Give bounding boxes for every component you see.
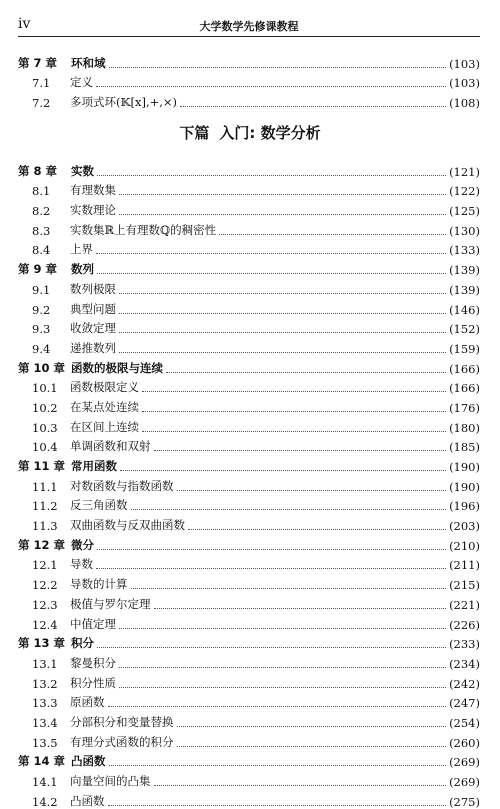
entry-title: 中值定理 [70,616,116,631]
dot-leader [142,411,446,412]
entry-title: 凸函数 [71,754,106,769]
toc-section-entry[interactable] [18,691,480,711]
dot-leader [97,273,446,274]
entry-number: 14.1 [32,775,58,789]
entry-title: 实数 [71,163,94,178]
dot-leader [97,647,446,648]
entry-title: 对数函数与指数函数 [70,478,174,493]
entry-title: 凸函数 [70,793,105,808]
dot-leader [119,667,446,668]
toc-section-entry[interactable] [18,238,480,258]
dot-leader [180,106,446,107]
dot-leader [177,490,447,491]
entry-title: 极值与罗尔定理 [70,596,151,611]
entry-title: 函数极限定义 [70,380,139,395]
dot-leader [119,293,446,294]
entry-page-number: (130) [449,223,480,238]
toc-section-entry[interactable] [18,71,480,91]
entry-title: 收敛定理 [70,321,116,336]
entry-page-number: (234) [449,656,480,671]
dot-leader [97,175,446,176]
entry-page-number: (103) [449,56,480,71]
entry-number: 13.5 [32,735,58,750]
entry-number: 9.4 [32,341,51,356]
entry-page-number: (269) [449,755,480,770]
entry-title: 导数 [70,557,93,572]
dot-leader [109,765,447,766]
entry-number: 8.1 [32,184,51,199]
dot-leader [119,194,446,195]
entry-title: 实数理论 [70,203,116,218]
entry-number: 8.4 [32,243,51,258]
dot-leader [96,253,446,254]
entry-page-number: (125) [449,204,480,219]
entry-title: 数列 [71,262,94,277]
entry-title: 函数的极限与连续 [71,360,163,375]
entry-title: 向量空间的凸集 [70,774,151,788]
entry-number: 10.1 [32,381,58,396]
entry-page-number: (180) [449,420,480,435]
entry-number: 第 9 章 [18,262,58,277]
dot-leader [142,391,446,392]
entry-number: 10.2 [32,400,58,415]
toc-section-entry[interactable] [18,494,480,514]
dot-leader [96,86,446,87]
toc-section-entry[interactable] [18,592,480,612]
dot-leader [108,805,447,806]
toc-section-entry[interactable] [18,277,480,297]
toc-part-2 [18,159,480,809]
entry-page-number: (103) [449,76,480,91]
entry-page-number: (242) [449,676,480,691]
dot-leader [188,529,446,530]
toc-section-entry[interactable] [18,376,480,396]
entry-number: 12.1 [32,558,58,573]
entry-title: 黎曼积分 [70,655,116,670]
dot-leader [131,588,447,589]
entry-number: 第 12 章 [18,537,66,552]
dot-leader [97,549,446,550]
entry-title: 在区间上连续 [70,419,139,434]
toc-chapter-entry[interactable] [18,632,480,652]
entry-number: 7.2 [32,96,51,111]
entry-title: 分部积分和变量替换 [70,714,174,729]
entry-page-number: (185) [449,440,480,455]
entry-title: 积分 [71,636,94,651]
entry-number: 13.2 [32,676,58,691]
entry-page-number: (210) [449,538,480,553]
dot-leader [154,785,447,786]
dot-leader [108,706,447,707]
dot-leader [119,332,446,333]
entry-page-number: (190) [449,460,480,474]
entry-number: 13.1 [32,656,58,671]
entry-page-number: (122) [449,184,480,199]
entry-page-number: (203) [449,519,480,534]
entry-title: 实数集ℝ上有理数ℚ的稠密性 [70,222,217,237]
toc-section-entry[interactable] [18,553,480,573]
entry-page-number: (260) [449,735,480,750]
entry-page-number: (233) [449,637,480,652]
entry-number: 14.2 [32,794,58,809]
entry-number: 7.1 [32,76,51,91]
dot-leader [154,450,447,451]
entry-number: 9.3 [32,322,51,337]
entry-page-number: (146) [449,302,480,317]
entry-title: 有理数集 [70,183,116,198]
toc-section-entry[interactable] [18,474,480,494]
dot-leader [142,431,446,432]
entry-page-number: (166) [449,381,480,396]
toc-section-entry[interactable] [18,651,480,671]
toc-section-entry[interactable] [18,90,480,110]
entry-number: 12.4 [32,617,58,632]
entry-number: 第 11 章 [18,459,66,473]
entry-title: 微分 [71,537,94,552]
entry-page-number: (133) [449,243,480,258]
entry-page-number: (226) [449,617,480,632]
entry-title: 原函数 [70,695,105,710]
toc-chapter-entry[interactable] [18,356,480,376]
entry-number: 12.2 [32,578,58,593]
toc-chapter-entry[interactable] [18,750,480,770]
entry-page-number: (211) [449,558,480,573]
dot-leader [119,687,446,688]
toc-section-entry[interactable] [18,769,480,789]
toc-section-entry[interactable] [18,671,480,691]
entry-page-number: (139) [449,263,480,278]
dot-leader [119,352,446,353]
entry-number: 8.3 [32,223,51,238]
entry-number: 12.3 [32,597,58,612]
toc-section-entry[interactable] [18,218,480,238]
toc-section-entry[interactable] [18,789,480,809]
entry-page-number: (176) [449,400,480,415]
part-label: 下篇 [179,124,210,142]
dot-leader [177,746,447,747]
entry-page-number: (159) [449,341,480,356]
toc-chapter-entry[interactable] [18,257,480,277]
entry-number: 10.4 [32,440,58,455]
entry-number: 9.1 [32,282,51,297]
entry-page-number: (196) [449,499,480,514]
running-header [18,14,480,37]
entry-number: 13.4 [32,715,58,730]
dot-leader [166,372,446,373]
dot-leader [219,234,446,235]
toc-section-entry[interactable] [18,612,480,632]
entry-title: 数列极限 [70,281,116,296]
entry-page-number: (121) [449,164,480,179]
entry-title: 多项式环(𝕂[x],+,×) [70,95,178,110]
entry-title: 递推数列 [70,340,116,355]
entry-title: 在某点处连续 [70,399,139,414]
entry-number: 11.3 [32,519,58,534]
entry-page-number: (215) [449,578,480,593]
dot-leader [109,67,447,68]
dot-leader [154,608,447,609]
dot-leader [119,628,446,629]
page-number: iv [18,16,31,32]
entry-number: 第 7 章 [18,55,58,70]
entry-number: 10.3 [32,420,58,435]
toc-section-entry[interactable] [18,179,480,199]
entry-number: 13.3 [32,696,58,711]
toc-chapter-entry[interactable] [18,533,480,553]
toc-chapter-entry[interactable] [18,51,480,71]
entry-number: 8.2 [32,204,51,219]
entry-page-number: (108) [449,96,480,111]
dot-leader [131,509,447,510]
toc-section-entry[interactable] [18,415,480,435]
entry-page-number: (139) [449,282,480,297]
entry-number: 第 13 章 [18,636,66,651]
entry-page-number: (254) [449,715,480,730]
entry-number: 第 8 章 [18,163,58,178]
entry-title: 典型问题 [70,301,116,316]
part-heading [0,122,500,143]
toc-section-entry[interactable] [18,297,480,317]
entry-page-number: (221) [449,597,480,612]
entry-number: 第 14 章 [18,754,66,769]
toc-section-entry[interactable] [18,435,480,455]
dot-leader [119,313,446,314]
entry-number: 11.2 [32,499,58,514]
entry-title: 双曲函数与反双曲函数 [70,518,185,533]
entry-page-number: (269) [449,775,480,789]
entry-page-number: (247) [449,696,480,711]
entry-number: 9.2 [32,302,51,317]
entry-title: 单调函数和双射 [70,439,151,454]
dot-leader [120,470,446,471]
entry-page-number: (166) [449,361,480,376]
toc-part-1 [18,51,480,110]
part-title: 入门: 数学分析 [219,124,321,142]
entry-page-number: (275) [449,794,480,809]
entry-title: 导数的计算 [70,577,128,592]
entry-title: 定义 [70,75,93,90]
entry-title: 上界 [70,242,93,257]
entry-number: 第 10 章 [18,360,66,375]
entry-title: 积分性质 [70,675,116,690]
dot-leader [96,568,446,569]
dot-leader [119,214,446,215]
entry-title: 常用函数 [71,459,117,473]
toc-section-entry[interactable] [18,730,480,750]
entry-title: 有理分式函数的积分 [70,734,174,749]
toc-section-entry[interactable] [18,513,480,533]
book-title: 大学数学先修课教程 [199,20,299,33]
toc-section-entry[interactable] [18,572,480,592]
entry-page-number: (152) [449,322,480,337]
toc-chapter-entry[interactable] [18,454,480,474]
entry-page-number: (190) [449,479,480,494]
toc-section-entry[interactable] [18,336,480,356]
toc-section-entry[interactable] [18,198,480,218]
toc-section-entry[interactable] [18,710,480,730]
toc-section-entry[interactable] [18,317,480,337]
toc-chapter-entry[interactable] [18,159,480,179]
dot-leader [177,726,447,727]
toc-section-entry[interactable] [18,395,480,415]
entry-title: 环和域 [71,55,106,70]
entry-title: 反三角函数 [70,498,128,513]
entry-number: 11.1 [32,479,58,494]
